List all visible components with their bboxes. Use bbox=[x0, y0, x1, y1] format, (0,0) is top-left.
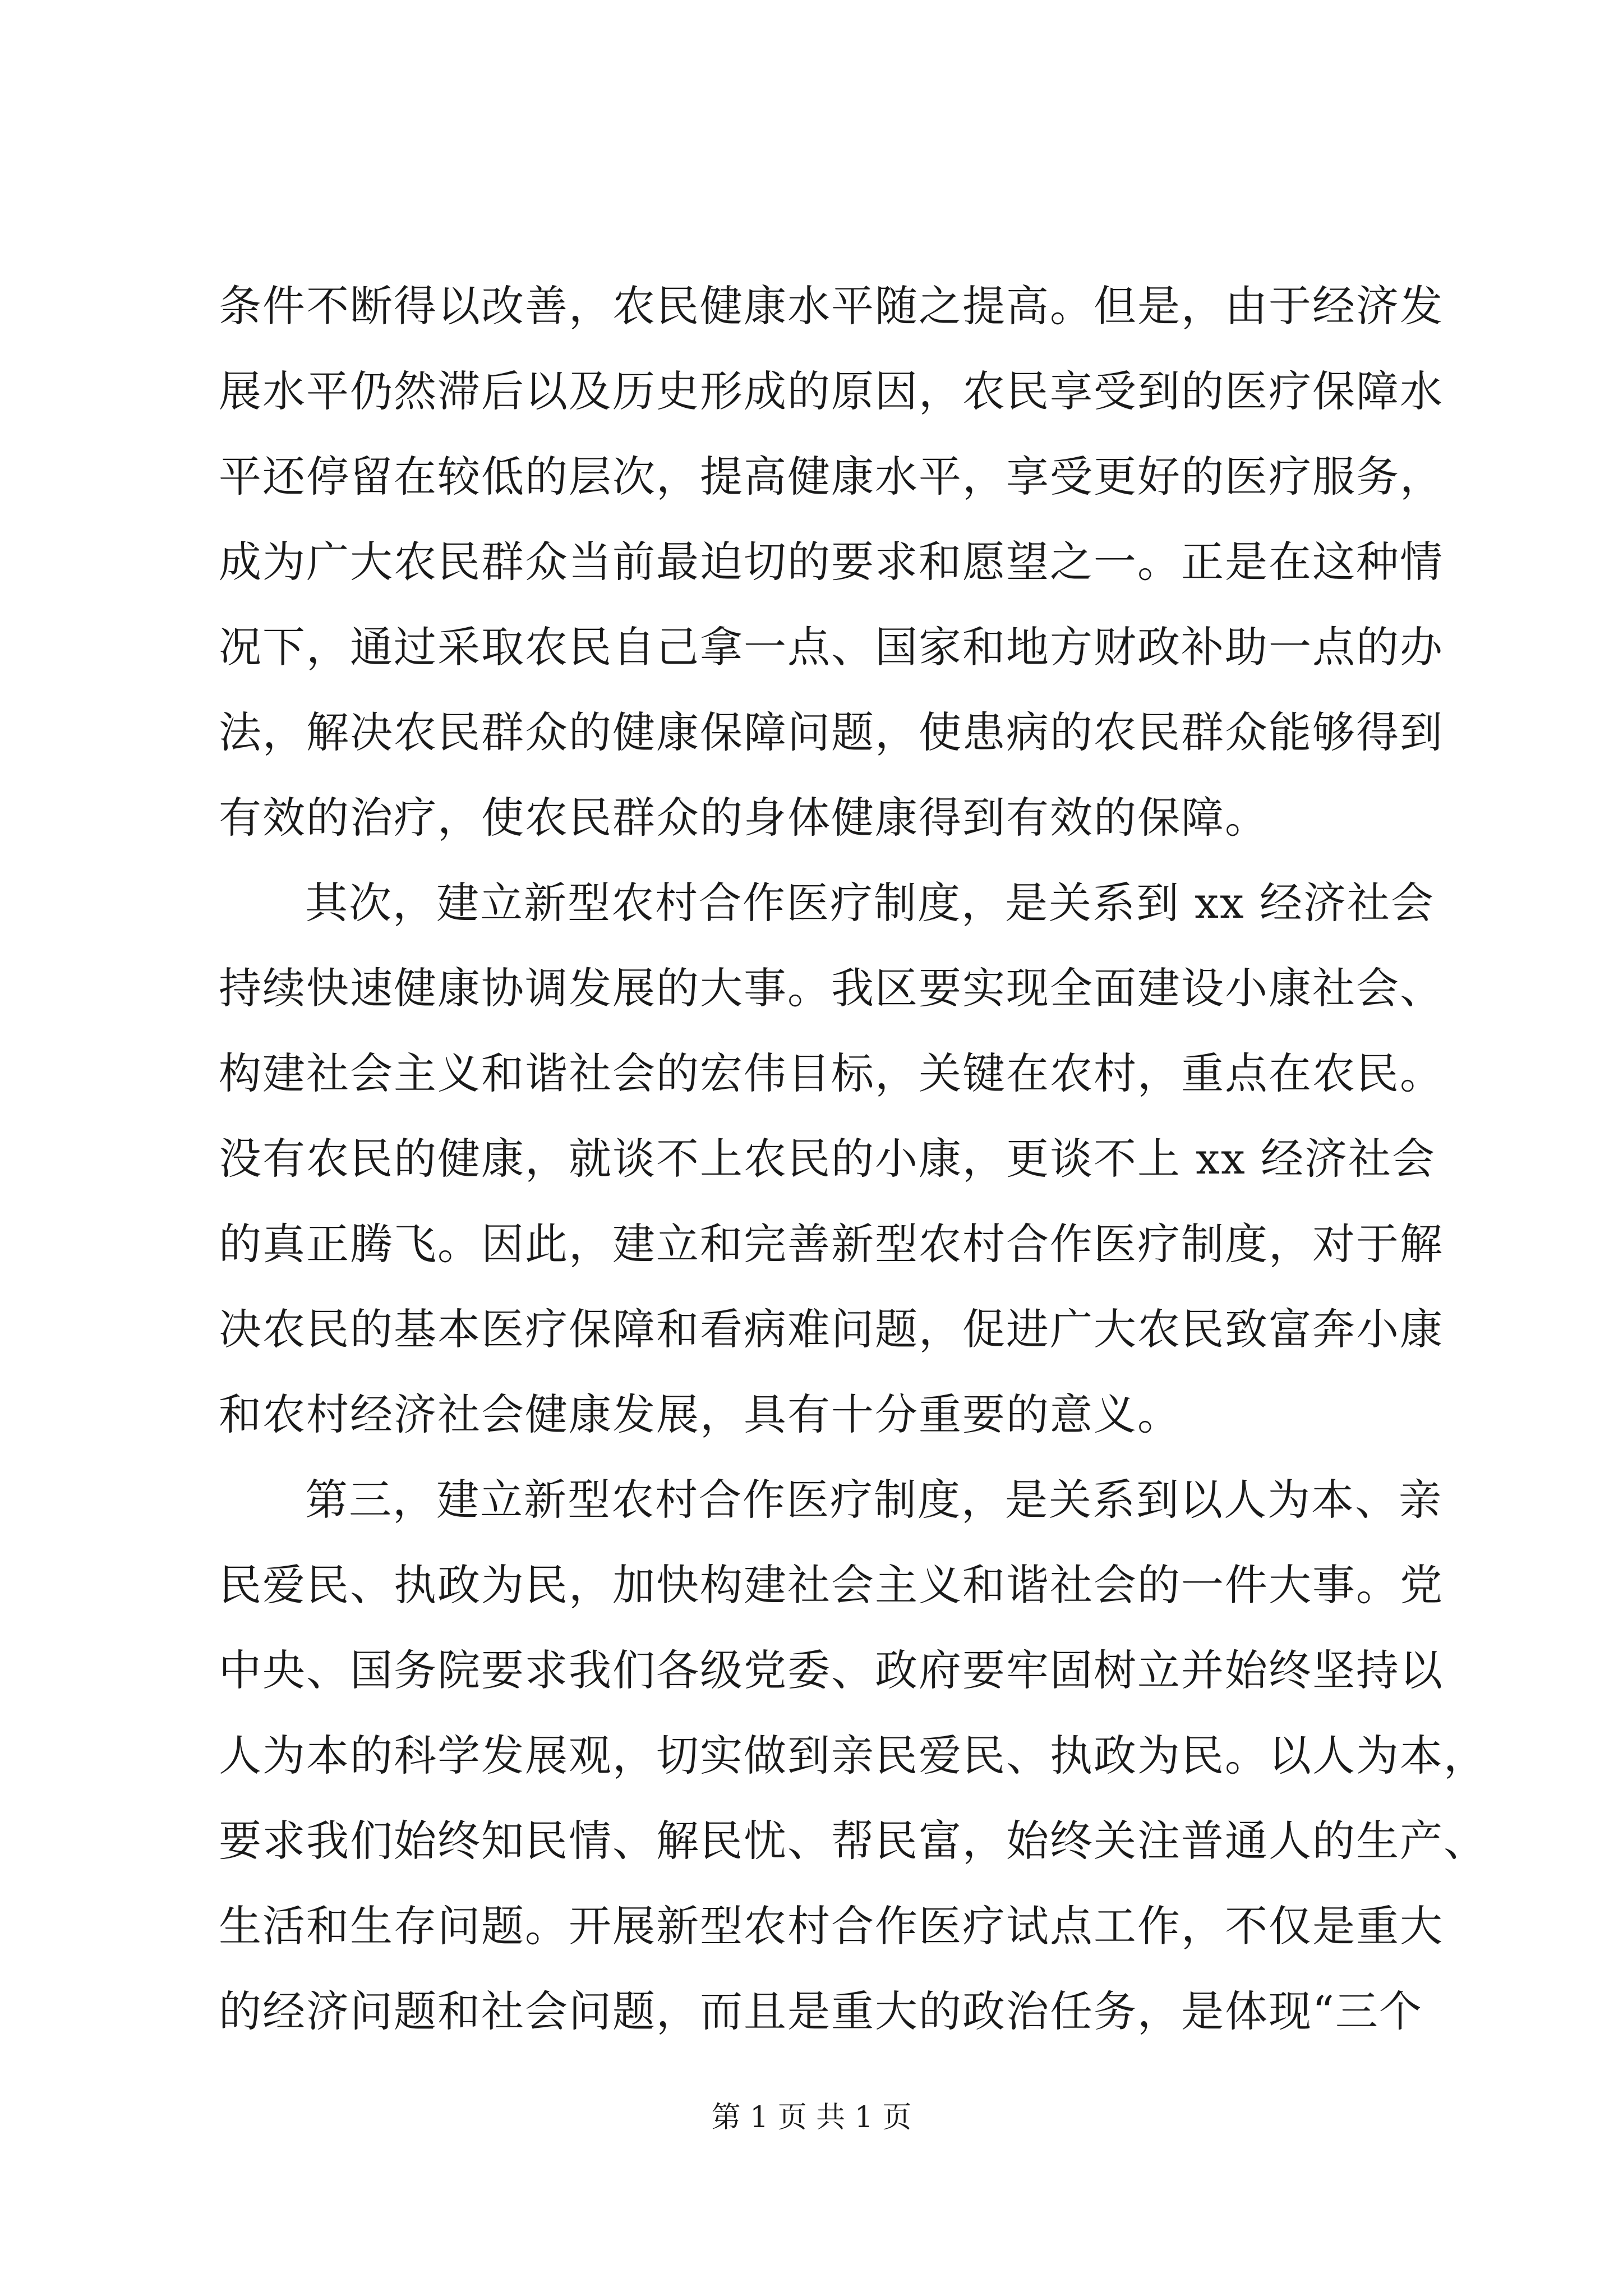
text-line: 展水平仍然滞后以及历史形成的原因，农民享受到的医疗保障水 bbox=[219, 366, 1444, 416]
text-line: 其次，建立新型农村合作医疗制度，是关系到 xx 经济社会 bbox=[305, 878, 1435, 928]
paragraph-2 bbox=[219, 861, 1444, 1457]
text-line: 的真正腾飞。因此，建立和完善新型农村合作医疗制度，对于解 bbox=[219, 1219, 1444, 1269]
text-line: 生活和生存问题。开展新型农村合作医疗试点工作，不仅是重大 bbox=[219, 1901, 1444, 1951]
text-line: 的经济问题和社会问题，而且是重大的政治任务，是体现“三个 bbox=[219, 1986, 1423, 2036]
paragraph-3 bbox=[219, 1457, 1487, 2054]
text-line: 要求我们始终知民情、解民忧、帮民富，始终关注普通人的生产、 bbox=[219, 1816, 1487, 1866]
text-line: 人为本的科学发展观，切实做到亲民爱民、执政为民。以人为本， bbox=[219, 1731, 1487, 1780]
text-line: 民爱民、执政为民，加快构建社会主义和谐社会的一件大事。党 bbox=[219, 1560, 1444, 1610]
paragraph-1 bbox=[219, 264, 1444, 861]
page-footer: 第 1 页 共 1 页 bbox=[711, 2101, 912, 2134]
document-body bbox=[219, 264, 1487, 2054]
text-line: 没有农民的健康，就谈不上农民的小康，更谈不上 xx 经济社会 bbox=[219, 1134, 1436, 1184]
text-line: 有效的治疗，使农民群众的身体健康得到有效的保障。 bbox=[219, 793, 1269, 843]
text-line: 中央、国务院要求我们各级党委、政府要牢固树立并始终坚持以 bbox=[219, 1645, 1444, 1695]
text-line: 条件不断得以改善，农民健康水平随之提高。但是，由于经济发 bbox=[219, 281, 1444, 331]
text-line: 第三，建立新型农村合作医疗制度，是关系到以人为本、亲 bbox=[305, 1475, 1442, 1525]
text-line: 决农民的基本医疗保障和看病难问题，促进广大农民致富奔小康 bbox=[219, 1304, 1444, 1354]
text-line: 平还停留在较低的层次，提高健康水平，享受更好的医疗服务， bbox=[219, 452, 1444, 501]
text-line: 况下，通过采取农民自己拿一点、国家和地方财政补助一点的办 bbox=[219, 622, 1444, 672]
text-line: 构建社会主义和谐社会的宏伟目标，关键在农村，重点在农民。 bbox=[219, 1048, 1444, 1098]
text-line: 和农村经济社会健康发展，具有十分重要的意义。 bbox=[219, 1389, 1181, 1439]
text-line: 持续快速健康协调发展的大事。我区要实现全面建设小康社会、 bbox=[219, 963, 1444, 1013]
text-line: 法，解决农民群众的健康保障问题，使患病的农民群众能够得到 bbox=[219, 707, 1444, 757]
text-line: 成为广大农民群众当前最迫切的要求和愿望之一。正是在这种情 bbox=[219, 537, 1444, 587]
